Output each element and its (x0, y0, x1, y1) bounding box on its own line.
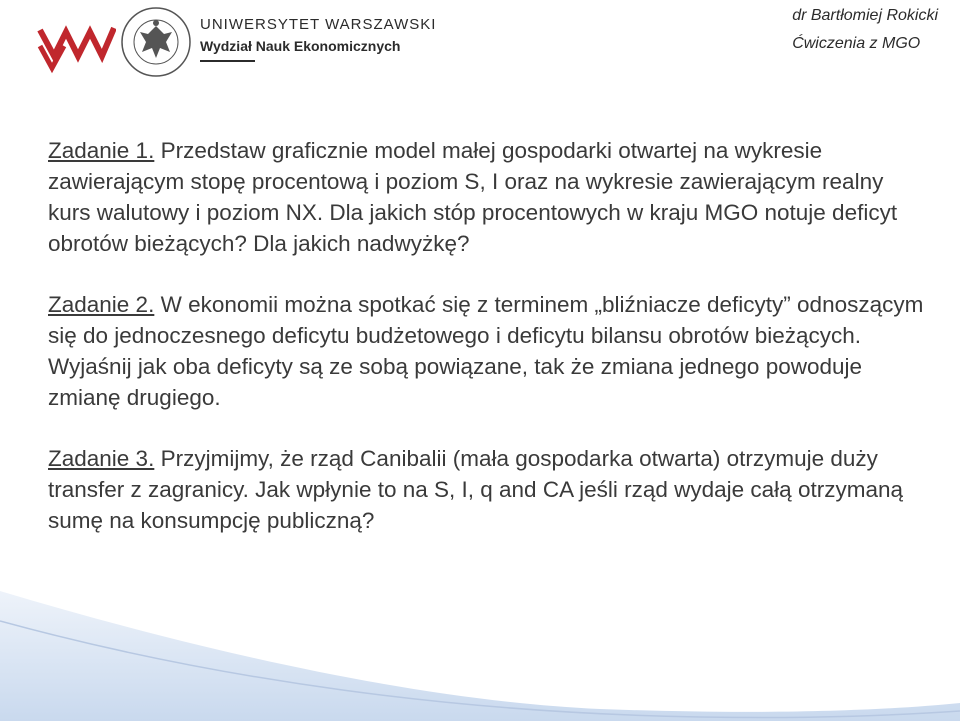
header-divider (200, 60, 255, 62)
faculty-name: Wydział Nauk Ekonomicznych (200, 38, 401, 54)
task-2-text: W ekonomii można spotkać się z terminem „bliźniacze deficyty” odnoszącym się do jednoczesnego deficytu budżetowego i deficytu bilansu obrotów bieżących. Wyjaśnij jak oba deficyty są ze sobą powiązane, tak że zmiana jednego powoduje zmianę drugiego. (48, 292, 924, 410)
task-2 (48, 289, 928, 413)
task-3 (48, 443, 928, 536)
author-name: dr Bartłomiej Rokicki (792, 7, 938, 24)
task-1-text: Przedstaw graficznie model małej gospodarki otwartej na wykresie zawierającym stopę procentową i poziom S, I oraz na wykresie zawierającym realny kurs walutowy i poziom NX. Dla jakich stóp procentowych w kraju MGO notuje deficyt obrotów bieżących? Dla jakich nadwyżkę? (48, 138, 898, 256)
task-3-label: Zadanie 3. (48, 446, 155, 471)
author-block (792, 2, 938, 58)
task-3-text: Przyjmijmy, że rząd Canibalii (mała gospodarka otwarta) otrzymuje duży transfer z zagranicy. Jak wpłynie to na S, I, q and CA jeśli rząd wydaje całą otrzymaną sumę na konsumpcję publiczną? (48, 446, 903, 533)
task-2-label: Zadanie 2. (48, 292, 155, 317)
course-name: Ćwiczenia z MGO (792, 35, 921, 52)
faculty-logo-icon (36, 12, 116, 76)
slide-header (0, 0, 960, 90)
tasks-content (48, 135, 928, 566)
university-seal-icon (118, 4, 194, 80)
task-1 (48, 135, 928, 259)
university-name: UNIWERSYTET WARSZAWSKI (200, 16, 437, 33)
task-1-label: Zadanie 1. (48, 138, 155, 163)
footer-wave-decoration (0, 591, 960, 721)
